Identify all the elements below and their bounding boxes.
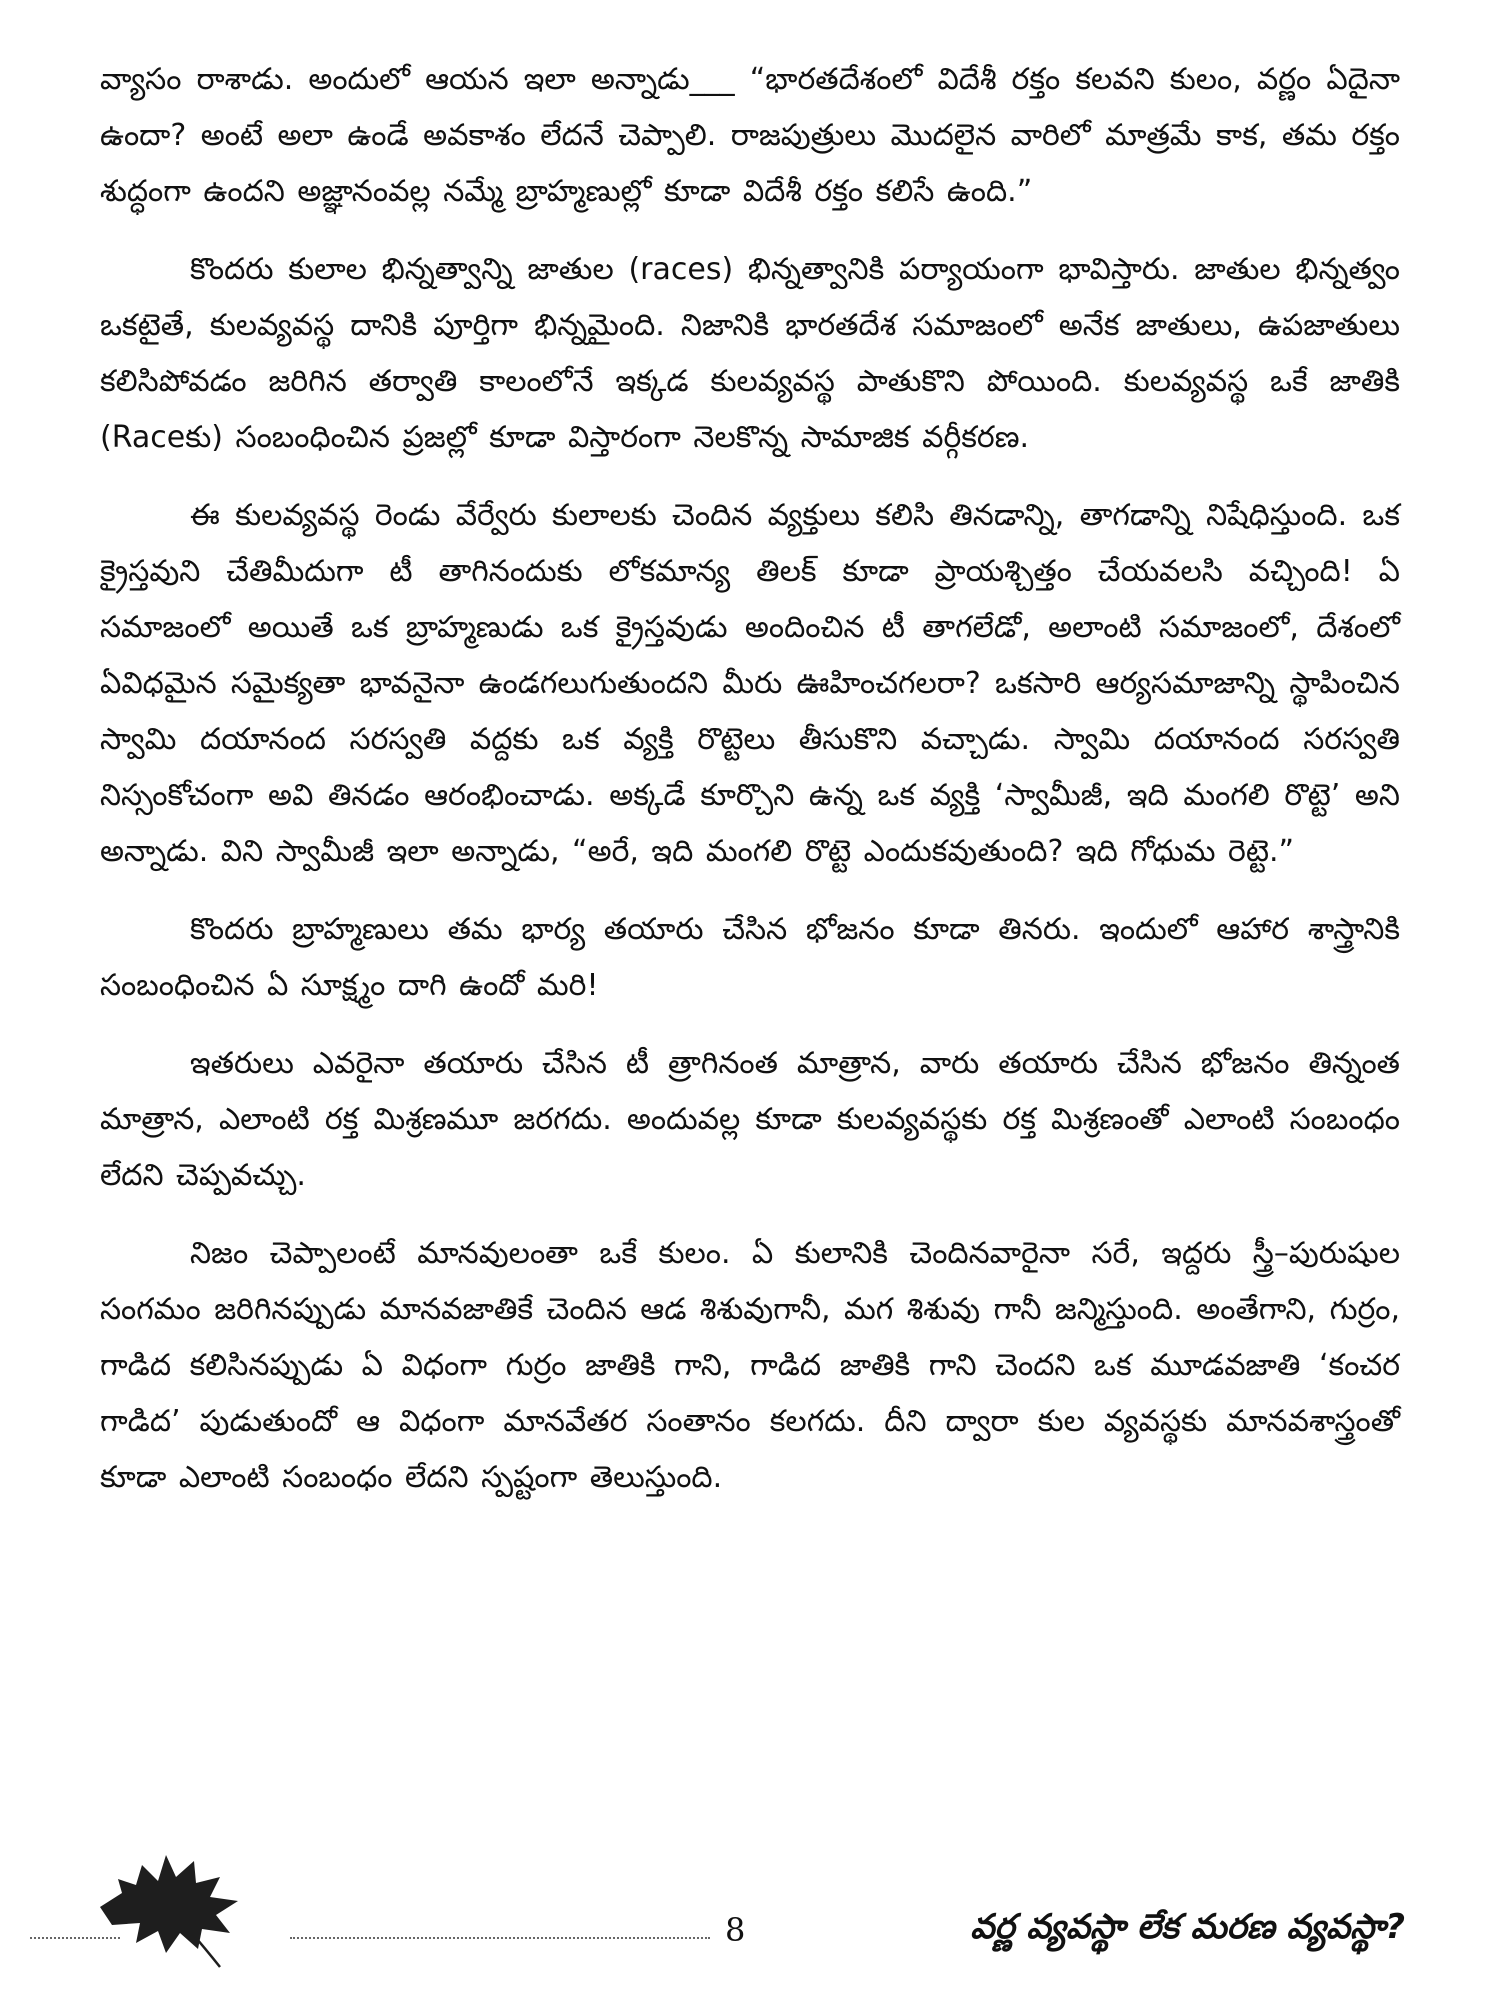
page-body <box>100 52 1400 1528</box>
page-number: 8 <box>725 1911 746 1949</box>
paragraph-dining-prohibition: ఈ కులవ్యవస్థ రెండు వేర్వేరు కులాలకు చెందిన వ్యక్తులు కలిసి తినడాన్ని, తాగడాన్ని నిషేధిస్తుంది. ఒక క్రైస్తవుని చేతిమీదుగా టీ తాగినందుకు లోకమాన్య తిలక్ కూడా ప్రాయశ్చిత్తం చేయవలసి వచ్చింది! ఏ సమాజంలో అయితే ఒక బ్రాహ్మణుడు ఒక క్రైస్తవుడు అందించిన టీ తాగలేడో, అలాంటి సమాజంలో, దేశంలో ఏవిధమైన సమైక్యతా భావనైనా ఉండగలుగుతుందని మీరు ఊహించగలరా? ఒకసారి ఆర్యసమాజాన్ని స్థాపించిన స్వామి దయానంద సరస్వతి వద్దకు ఒక వ్యక్తి రొట్టెలు తీసుకొని వచ్చాడు. స్వామి దయానంద సరస్వతి నిస్సంకోచంగా అవి తినడం ఆరంభించాడు. అక్కడే కూర్చొని ఉన్న ఒక వ్యక్తి ‘స్వామీజీ, ఇది మంగలి రొట్టె’ అని అన్నాడు. విని స్వామీజీ ఇలా అన్నాడు, “అరే, ఇది మంగలి రొట్టె ఎందుకవుతుంది? ఇది గోధుమ రెట్టె.” <box>100 498 1400 869</box>
maple-leaf-icon <box>70 1835 290 1975</box>
page-footer <box>0 1835 1500 1985</box>
paragraph-races: కొందరు కులాల భిన్నత్వాన్ని జాతుల (races) భిన్నత్వానికి పర్యాయంగా భావిస్తారు. జాతుల భిన్నత్వం ఒకటైతే, కులవ్యవస్థ దానికి పూర్తిగా భిన్నమైంది. నిజానికి భారతదేశ సమాజంలో అనేక జాతులు, ఉపజాతులు కలిసిపోవడం జరిగిన తర్వాతి కాలంలోనే ఇక్కడ కులవ్యవస్థ పాతుకొని పోయింది. కులవ్యవస్థ ఒకే జాతికి (Raceకు) సంబంధించిన ప్రజల్లో కూడా విస్తారంగా నెలకొన్న సామాజిక వర్గీకరణ. <box>100 252 1400 455</box>
book-title: వర్ణ వ్యవస్థా లేక మరణ వ్యవస్థా? <box>970 1907 1405 1947</box>
paragraph-one-humanity: నిజం చెప్పాలంటే మానవులంతా ఒకే కులం. ఏ కులానికి చెందినవారైనా సరే, ఇద్దరు స్త్రీ–పురుషుల సంగమం జరిగినప్పుడు మానవజాతికే చెందిన ఆడ శిశువుగానీ, మగ శిశువు గానీ జన్మిస్తుంది. అంతేగాని, గుర్రం, గాడిద కలిసినప్పుడు ఏ విధంగా గుర్రం జాతికి గాని, గాడిద జాతికి గాని చెందని ఒక మూడవజాతి ‘కంచర గాడిద’ పుడుతుందో ఆ విధంగా మానవేతర సంతానం కలగదు. దీని ద్వారా కుల వ్యవస్థకు మానవశాస్త్రంతో కూడా ఎలాంటి సంబంధం లేదని స్పష్టంగా తెలుస్తుంది. <box>100 1236 1400 1495</box>
paragraph-brahmin-food: కొందరు బ్రాహ్మణులు తమ భార్య తయారు చేసిన భోజనం కూడా తినరు. ఇందులో ఆహార శాస్త్రానికి సంబంధించిన ఏ సూక్ష్మం దాగి ఉందో మరి! <box>100 912 1400 1003</box>
paragraph-continuation: వ్యాసం రాశాడు. అందులో ఆయన ఇలా అన్నాడు___ “భారతదేశంలో విదేశీ రక్తం కలవని కులం, వర్ణం ఏదైనా ఉందా? అంటే అలా ఉండే అవకాశం లేదనే చెప్పాలి. రాజపుత్రులు మొదలైన వారిలో మాత్రమే కాక, తమ రక్తం శుద్ధంగా ఉందని అజ్ఞానంవల్ల నమ్మే బ్రాహ్మణుల్లో కూడా విదేశీ రక్తం కలిసే ఉంది.” <box>100 62 1400 209</box>
paragraph-blood-mixing: ఇతరులు ఎవరైనా తయారు చేసిన టీ త్రాగినంత మాత్రాన, వారు తయారు చేసిన భోజనం తిన్నంత మాత్రాన, ఎలాంటి రక్త మిశ్రణమూ జరగదు. అందువల్ల కూడా కులవ్యవస్థకు రక్త మిశ్రణంతో ఎలాంటి సంబంధం లేదని చెప్పవచ్చు. <box>100 1046 1400 1193</box>
footer-rule-center <box>290 1937 710 1939</box>
footer-rule-left <box>30 1937 120 1939</box>
